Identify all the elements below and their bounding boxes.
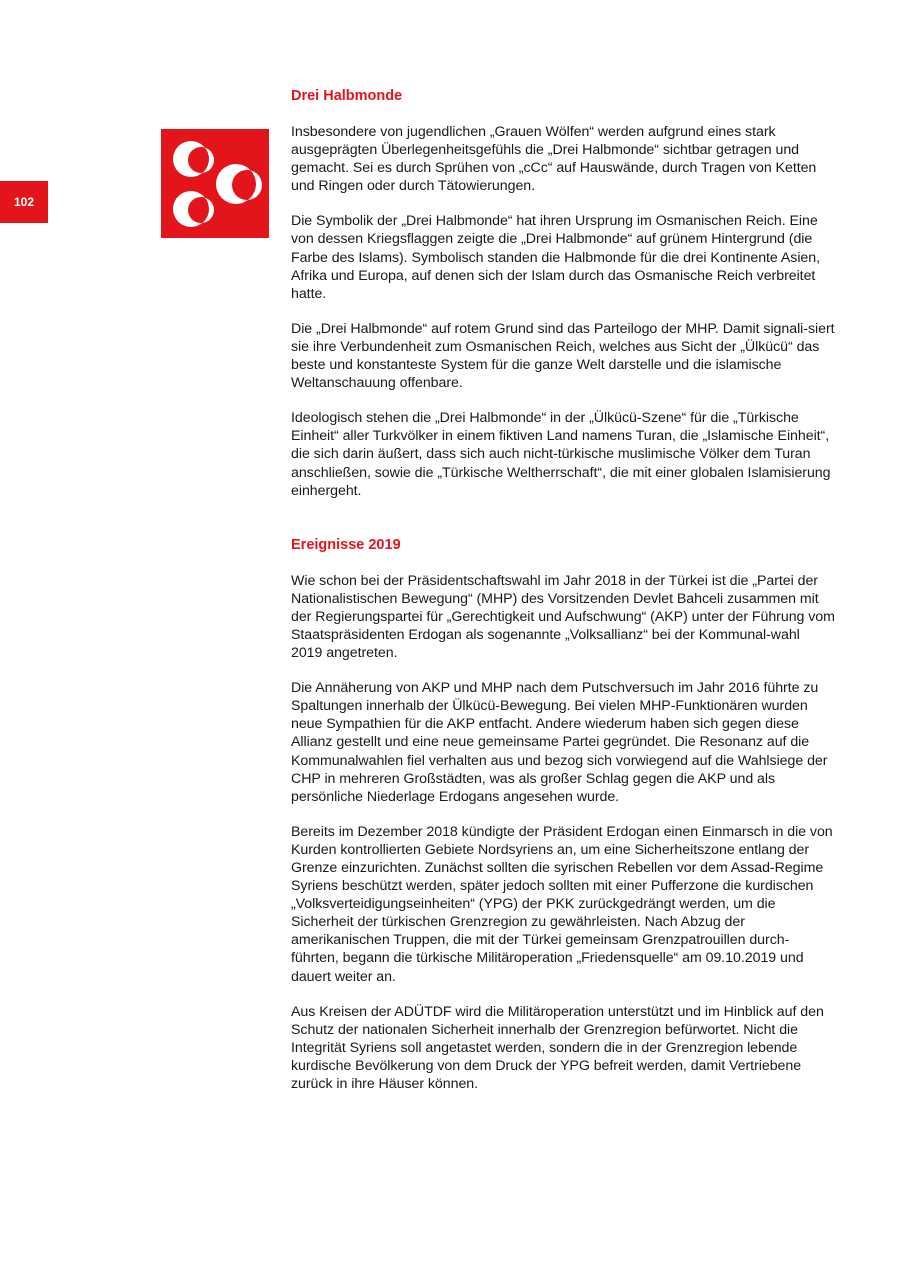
paragraph: Bereits im Dezember 2018 kündigte der Präsident Erdogan einen Einmarsch in die von Kurden kontrollierten Gebiete Nordsyriens an, um eine Sicherheitszone entlang der Grenze einzurichten. Zunächst sollten die syrischen Rebellen vor dem Assad-Regime Syriens beschützt werden, später jedoch sollten mit einer Pufferzone die kurdischen „Volksverteidigungseinheiten“ (YPG) der PKK zurückgedrängt werden, um die Sicherheit der türkischen Grenzregion zu gewährleisten. Nach Abzug der amerikanischen Truppen, die mit der Türkei gemeinsam Grenzpatrouillen durch-führten, begann die türkische Militäroperation „Friedensquelle“ am 09.10.2019 und dauert weiter an. xyxy=(291,823,833,985)
paragraph: Die Annäherung von AKP und MHP nach dem Putschversuch im Jahr 2016 führte zu Spaltungen innerhalb der Ülkücü-Bewegung. Bei vielen MHP-Funktionären wurden neue Sympathien für die AKP entfacht. Andere wiederum haben sich gegen diese Allianz gestellt und eine neue gemeinsame Partei gegründet. Die Resonanz auf die Kommunalwahlen fiel verhalten aus und bezog sich vorwiegend auf die Wahlsiege der CHP in mehreren Großstädten, was als großer Schlag gegen die AKP und als persönliche Niederlage Erdogans angesehen wurde. xyxy=(291,680,828,805)
page-number: 102 xyxy=(13,195,35,209)
paragraph: Ideologisch stehen die „Drei Halbmonde“ in der „Ülkücü-Szene“ für die „Türkische Einheit“ aller Turkvölker in einem fiktiven Land namens Turan, die „Islamische Einheit“, die sich darin äußert, dass sich auch nicht-türkische muslimische Völker dem Turan anschließen, sowie die „Türkische Weltherrschaft“, die mit einer globalen Islamisierung einhergeht. xyxy=(291,410,831,499)
section-ereignisse-2019 xyxy=(291,535,835,1093)
paragraph: Die „Drei Halbmonde“ auf rotem Grund sind das Parteilogo der MHP. Damit signali-siert sie ihre Verbundenheit zum Osmanischen Reich, welches aus Sicht der „Ülkücü“ das beste und konstanteste System für die ganze Welt darstelle und die islamische Weltanschauung offenbare. xyxy=(291,320,835,392)
paragraph: Die Symbolik der „Drei Halbmonde“ hat ihren Ursprung im Osmanischen Reich. Eine von dessen Kriegsflaggen zeigte die „Drei Halbmonde“ auf grünem Hintergrund (die Farbe des Islams). Symbolisch standen die Halbmonde für die drei Kontinente Asien, Afrika und Europa, auf denen sich der Islam durch das Osmanische Reich verbreitet hatte. xyxy=(291,213,821,302)
article-body xyxy=(291,86,835,1110)
section-drei-halbmonde xyxy=(291,86,835,500)
section-heading: Drei Halbmonde xyxy=(291,88,403,104)
section-heading: Ereignisse 2019 xyxy=(291,536,401,553)
three-crescents-logo xyxy=(161,129,269,238)
page-number-tab xyxy=(0,181,48,223)
section-spacer xyxy=(291,517,835,535)
paragraph: Insbesondere von jugendlichen „Grauen Wölfen“ werden aufgrund eines stark ausgeprägten Überlegenheitsgefühls die „Drei Halbmonde“ sichtbar getragen und gemacht. Sei es durch Sprühen von „cCc“ auf Hauswände, durch Tragen von Ketten und Ringen oder durch Tätowierungen. xyxy=(291,124,817,195)
paragraph: Aus Kreisen der ADÜTDF wird die Militäroperation unterstützt und im Hinblick auf den Schutz der nationalen Sicherheit innerhalb der Grenzregion befürwortet. Nicht die Integrität Syriens soll angetastet werden, sondern die in der Grenzregion lebende kurdische Bevölkerung von dem Druck der YPG befreit werden, damit Vertriebene zurück in ihre Häuser können. xyxy=(291,1003,824,1093)
paragraph: Wie schon bei der Präsidentschaftswahl im Jahr 2018 in der Türkei ist die „Partei der Nationalistischen Bewegung“ (MHP) des Vorsitzenden Devlet Bahceli zusammen mit der Regierungspartei für „Gerechtigkeit und Aufschwung“ (AKP) unter der Führung vom Staatspräsidenten Erdogan als sogenannte „Volksallianz“ bei der Kommunal-wahl 2019 angetreten. xyxy=(291,572,835,662)
